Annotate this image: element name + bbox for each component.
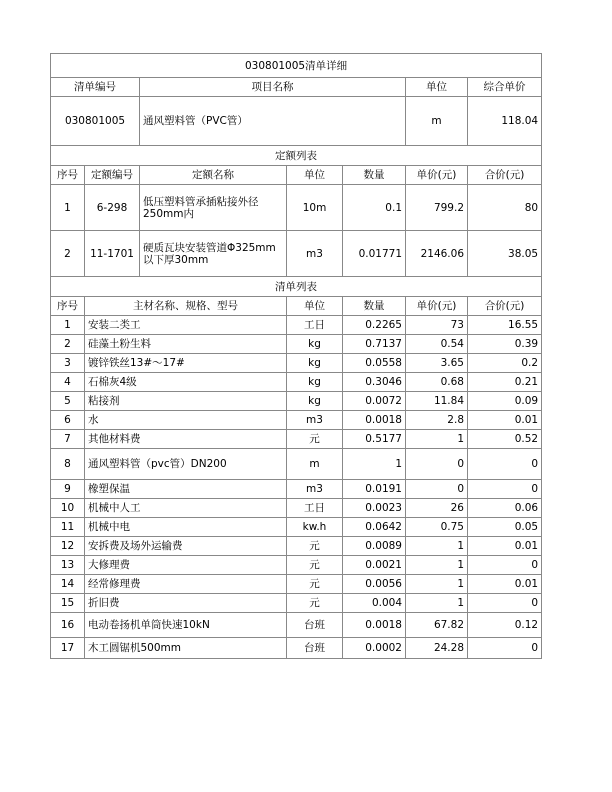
material-unit: 台班 bbox=[287, 638, 343, 659]
material-name: 通风塑料管（pvc管）DN200 bbox=[85, 449, 287, 480]
material-name: 安拆费及场外运输费 bbox=[85, 537, 287, 556]
material-unit: 工日 bbox=[287, 316, 343, 335]
quota-unit-price: 799.2 bbox=[406, 185, 468, 231]
material-unit-price: 0.54 bbox=[406, 335, 468, 354]
material-index: 12 bbox=[51, 537, 85, 556]
material-unit: m3 bbox=[287, 480, 343, 499]
material-unit: 元 bbox=[287, 575, 343, 594]
material-unit: kw.h bbox=[287, 518, 343, 537]
material-total: 0.09 bbox=[468, 392, 542, 411]
material-name: 机械中人工 bbox=[85, 499, 287, 518]
material-index: 7 bbox=[51, 430, 85, 449]
quota-code: 11-1701 bbox=[85, 231, 140, 277]
material-total: 0.39 bbox=[468, 335, 542, 354]
material-row bbox=[51, 354, 542, 373]
material-index: 17 bbox=[51, 638, 85, 659]
material-total: 0.12 bbox=[468, 613, 542, 638]
bill-unit: m bbox=[406, 97, 468, 146]
material-row bbox=[51, 480, 542, 499]
material-name: 橡塑保温 bbox=[85, 480, 287, 499]
material-unit: 元 bbox=[287, 556, 343, 575]
material-qty: 0.0018 bbox=[343, 411, 406, 430]
material-unit-price: 0 bbox=[406, 480, 468, 499]
quota-unit: m3 bbox=[287, 231, 343, 277]
material-unit: 工日 bbox=[287, 499, 343, 518]
quota-section-title: 定额列表 bbox=[51, 146, 542, 166]
quota-header-total: 合价(元) bbox=[468, 166, 542, 185]
quota-qty: 0.1 bbox=[343, 185, 406, 231]
material-total: 0 bbox=[468, 594, 542, 613]
quota-header-unit: 单位 bbox=[287, 166, 343, 185]
material-index: 15 bbox=[51, 594, 85, 613]
material-index: 1 bbox=[51, 316, 85, 335]
quota-row bbox=[51, 231, 542, 277]
quota-code: 6-298 bbox=[85, 185, 140, 231]
material-name: 机械中电 bbox=[85, 518, 287, 537]
material-index: 13 bbox=[51, 556, 85, 575]
material-unit: m bbox=[287, 449, 343, 480]
material-qty: 0.0072 bbox=[343, 392, 406, 411]
material-unit: kg bbox=[287, 354, 343, 373]
header-price-label: 综合单价 bbox=[468, 78, 542, 97]
material-unit: 元 bbox=[287, 430, 343, 449]
material-total: 0.52 bbox=[468, 430, 542, 449]
quota-index: 1 bbox=[51, 185, 85, 231]
material-total: 0 bbox=[468, 638, 542, 659]
material-unit-price: 0 bbox=[406, 449, 468, 480]
material-unit-price: 26 bbox=[406, 499, 468, 518]
material-index: 4 bbox=[51, 373, 85, 392]
material-qty: 0.0191 bbox=[343, 480, 406, 499]
material-row bbox=[51, 411, 542, 430]
materials-header-index: 序号 bbox=[51, 297, 85, 316]
material-total: 0.05 bbox=[468, 518, 542, 537]
bill-code: 030801005 bbox=[51, 97, 140, 146]
material-row bbox=[51, 594, 542, 613]
quota-qty: 0.01771 bbox=[343, 231, 406, 277]
bill-name: 通风塑料管（PVC管） bbox=[140, 97, 406, 146]
material-name: 安装二类工 bbox=[85, 316, 287, 335]
quota-name: 硬质瓦块安装管道Φ325mm以下厚30mm bbox=[140, 231, 287, 277]
material-qty: 0.0642 bbox=[343, 518, 406, 537]
material-unit: kg bbox=[287, 373, 343, 392]
header-code-label: 清单编号 bbox=[51, 78, 140, 97]
material-index: 6 bbox=[51, 411, 85, 430]
quota-unit-price: 2146.06 bbox=[406, 231, 468, 277]
material-name: 木工圆锯机500mm bbox=[85, 638, 287, 659]
materials-header-total: 合价(元) bbox=[468, 297, 542, 316]
quota-total: 38.05 bbox=[468, 231, 542, 277]
header-value-row bbox=[51, 97, 542, 146]
material-row bbox=[51, 449, 542, 480]
material-unit-price: 1 bbox=[406, 430, 468, 449]
material-total: 0.01 bbox=[468, 575, 542, 594]
material-index: 2 bbox=[51, 335, 85, 354]
material-total: 0 bbox=[468, 556, 542, 575]
material-qty: 0.0056 bbox=[343, 575, 406, 594]
material-unit-price: 1 bbox=[406, 537, 468, 556]
material-index: 5 bbox=[51, 392, 85, 411]
quota-header-qty: 数量 bbox=[343, 166, 406, 185]
material-unit-price: 0.68 bbox=[406, 373, 468, 392]
material-name: 石棉灰4级 bbox=[85, 373, 287, 392]
material-row bbox=[51, 499, 542, 518]
quota-name: 低压塑料管承插粘接外径250mm内 bbox=[140, 185, 287, 231]
material-row bbox=[51, 575, 542, 594]
material-unit-price: 24.28 bbox=[406, 638, 468, 659]
materials-header-unit-price: 单价(元) bbox=[406, 297, 468, 316]
material-unit-price: 2.8 bbox=[406, 411, 468, 430]
material-qty: 0.0089 bbox=[343, 537, 406, 556]
materials-header-row bbox=[51, 297, 542, 316]
material-qty: 0.0002 bbox=[343, 638, 406, 659]
material-unit: 元 bbox=[287, 537, 343, 556]
material-total: 0 bbox=[468, 449, 542, 480]
material-unit-price: 73 bbox=[406, 316, 468, 335]
material-unit: kg bbox=[287, 392, 343, 411]
material-qty: 0.2265 bbox=[343, 316, 406, 335]
quota-header-name: 定额名称 bbox=[140, 166, 287, 185]
quota-unit: 10m bbox=[287, 185, 343, 231]
material-row bbox=[51, 638, 542, 659]
material-total: 0.2 bbox=[468, 354, 542, 373]
quota-header-row bbox=[51, 166, 542, 185]
material-unit: kg bbox=[287, 335, 343, 354]
material-name: 粘接剂 bbox=[85, 392, 287, 411]
bill-detail-table bbox=[50, 53, 542, 659]
material-name: 经常修理费 bbox=[85, 575, 287, 594]
material-qty: 0.7137 bbox=[343, 335, 406, 354]
material-row bbox=[51, 556, 542, 575]
materials-header-qty: 数量 bbox=[343, 297, 406, 316]
material-unit-price: 67.82 bbox=[406, 613, 468, 638]
quota-header-unit-price: 单价(元) bbox=[406, 166, 468, 185]
material-unit: 台班 bbox=[287, 613, 343, 638]
material-unit-price: 0.75 bbox=[406, 518, 468, 537]
materials-header-unit: 单位 bbox=[287, 297, 343, 316]
bill-price: 118.04 bbox=[468, 97, 542, 146]
material-unit: 元 bbox=[287, 594, 343, 613]
materials-section-title: 清单列表 bbox=[51, 277, 542, 297]
title-row bbox=[51, 54, 542, 78]
material-total: 0.01 bbox=[468, 537, 542, 556]
material-row bbox=[51, 430, 542, 449]
material-name: 镀锌铁丝13#～17# bbox=[85, 354, 287, 373]
material-unit-price: 3.65 bbox=[406, 354, 468, 373]
material-unit-price: 11.84 bbox=[406, 392, 468, 411]
material-qty: 0.0558 bbox=[343, 354, 406, 373]
material-name: 硅藻土粉生料 bbox=[85, 335, 287, 354]
material-row bbox=[51, 335, 542, 354]
materials-section-row bbox=[51, 277, 542, 297]
quota-header-index: 序号 bbox=[51, 166, 85, 185]
material-total: 16.55 bbox=[468, 316, 542, 335]
material-row bbox=[51, 537, 542, 556]
bill-detail-sheet bbox=[50, 53, 541, 659]
material-row bbox=[51, 613, 542, 638]
material-index: 10 bbox=[51, 499, 85, 518]
quota-header-code: 定额编号 bbox=[85, 166, 140, 185]
material-name: 水 bbox=[85, 411, 287, 430]
material-qty: 0.5177 bbox=[343, 430, 406, 449]
material-row bbox=[51, 373, 542, 392]
quota-index: 2 bbox=[51, 231, 85, 277]
material-index: 11 bbox=[51, 518, 85, 537]
material-unit-price: 1 bbox=[406, 575, 468, 594]
material-unit: m3 bbox=[287, 411, 343, 430]
material-row bbox=[51, 316, 542, 335]
material-name: 其他材料费 bbox=[85, 430, 287, 449]
quota-row bbox=[51, 185, 542, 231]
header-unit-label: 单位 bbox=[406, 78, 468, 97]
material-index: 8 bbox=[51, 449, 85, 480]
material-qty: 0.0018 bbox=[343, 613, 406, 638]
material-name: 大修理费 bbox=[85, 556, 287, 575]
material-name: 电动卷扬机单筒快速10kN bbox=[85, 613, 287, 638]
quota-total: 80 bbox=[468, 185, 542, 231]
material-total: 0 bbox=[468, 480, 542, 499]
material-total: 0.21 bbox=[468, 373, 542, 392]
material-qty: 0.0023 bbox=[343, 499, 406, 518]
material-index: 16 bbox=[51, 613, 85, 638]
material-name: 折旧费 bbox=[85, 594, 287, 613]
material-total: 0.01 bbox=[468, 411, 542, 430]
table-title: 030801005清单详细 bbox=[51, 54, 542, 78]
material-index: 9 bbox=[51, 480, 85, 499]
material-total: 0.06 bbox=[468, 499, 542, 518]
material-row bbox=[51, 392, 542, 411]
material-index: 14 bbox=[51, 575, 85, 594]
material-qty: 0.0021 bbox=[343, 556, 406, 575]
materials-header-name: 主材名称、规格、型号 bbox=[85, 297, 287, 316]
material-unit-price: 1 bbox=[406, 556, 468, 575]
material-qty: 0.004 bbox=[343, 594, 406, 613]
material-unit-price: 1 bbox=[406, 594, 468, 613]
material-qty: 0.3046 bbox=[343, 373, 406, 392]
material-index: 3 bbox=[51, 354, 85, 373]
material-qty: 1 bbox=[343, 449, 406, 480]
quota-section-row bbox=[51, 146, 542, 166]
header-name-label: 项目名称 bbox=[140, 78, 406, 97]
material-row bbox=[51, 518, 542, 537]
header-label-row bbox=[51, 78, 542, 97]
